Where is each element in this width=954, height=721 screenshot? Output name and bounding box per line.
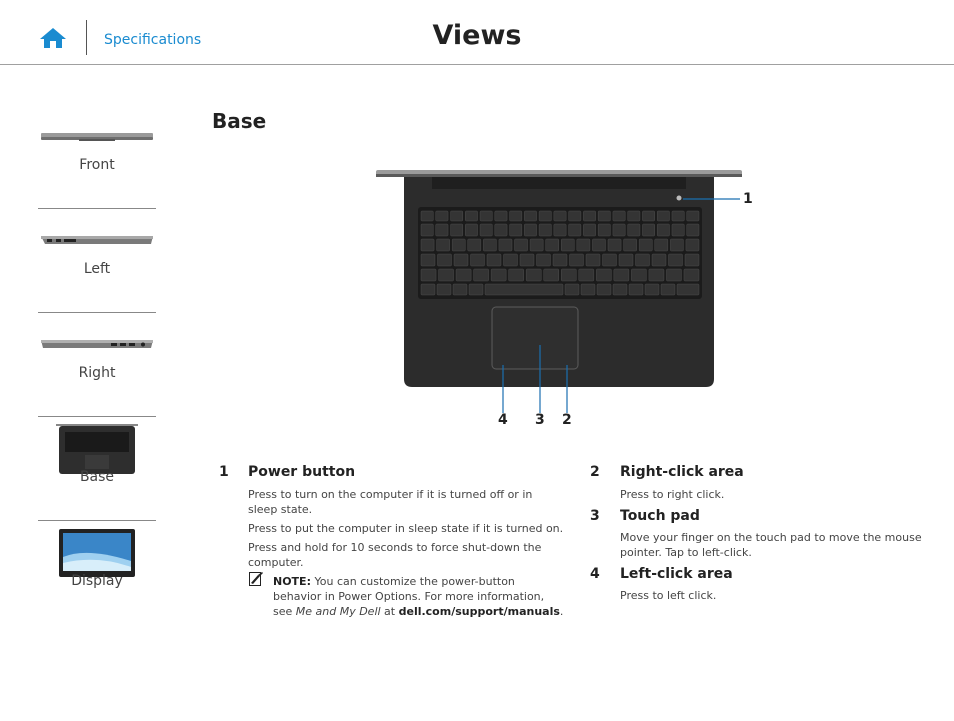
nav-label: Base: [79, 469, 115, 485]
item-text: computer.: [248, 556, 304, 569]
keyboard-key: [569, 211, 581, 221]
keyboard-key: [629, 284, 643, 295]
note-line: behavior in Power Options. For more information,: [273, 590, 545, 603]
page-title: Views: [432, 20, 522, 51]
left-view-thumbnail: [38, 209, 156, 269]
note-line: [273, 574, 515, 589]
keyboard-key: [483, 239, 496, 251]
keyboard-key: [537, 254, 551, 266]
item-text: Press to right click.: [620, 488, 725, 501]
keyboard-key: [510, 224, 522, 236]
section-title: Base: [212, 109, 267, 133]
nav-item-left[interactable]: [38, 209, 156, 313]
callout-number: 4: [498, 412, 508, 428]
note-icon: [249, 571, 264, 590]
nav-label: Front: [79, 157, 115, 173]
keyboard-key: [642, 211, 654, 221]
keyboard-key: [669, 254, 683, 266]
keyboard-key: [544, 269, 559, 281]
keyboard-key: [487, 254, 501, 266]
keyboard-key: [485, 284, 563, 295]
keyboard-key: [421, 224, 433, 236]
item-text: sleep state.: [248, 503, 313, 516]
keyboard-key: [453, 284, 467, 295]
keyboard-key: [569, 224, 581, 236]
keyboard-key: [561, 239, 574, 251]
keyboard-key: [439, 269, 454, 281]
keyboard-key: [642, 224, 654, 236]
keyboard-key: [685, 254, 699, 266]
keyboard-key: [677, 284, 699, 295]
item-title: Power button: [248, 464, 356, 480]
keyboard-key: [437, 284, 451, 295]
note-text: see: [273, 605, 296, 618]
keyboard-key: [666, 269, 681, 281]
keyboard-key: [421, 211, 433, 221]
keyboard-key: [613, 224, 625, 236]
keyboard-key: [655, 239, 668, 251]
keyboard-key: [598, 211, 610, 221]
keyboard-key: [539, 224, 551, 236]
keyboard-key: [570, 254, 584, 266]
item-title: Right-click area: [620, 464, 744, 480]
keyboard-key: [530, 239, 543, 251]
front-view-thumbnail: [38, 105, 156, 165]
keyboard-key: [581, 284, 595, 295]
keyboard-key: [438, 254, 452, 266]
keyboard-key: [495, 224, 507, 236]
item-text: Press to turn on the computer if it is turned off or in: [248, 488, 533, 501]
keyboard-key: [491, 269, 506, 281]
note-line: [273, 604, 563, 619]
keyboard-key: [474, 269, 489, 281]
header: [0, 0, 954, 65]
keyboard-key: [579, 269, 594, 281]
keyboard-key: [636, 254, 650, 266]
keyboard-key: [451, 211, 463, 221]
nav-label: Left: [83, 261, 111, 277]
keyboard-key: [613, 211, 625, 221]
keyboard-key: [603, 254, 617, 266]
nav-item-base[interactable]: [38, 417, 156, 521]
nav-label: Right: [78, 365, 116, 381]
keyboard-key: [465, 224, 477, 236]
keyboard-key: [554, 224, 566, 236]
keyboard-key: [437, 239, 450, 251]
keyboard-key: [509, 269, 524, 281]
item-text: Press to put the computer in sleep state if it is turned on.: [248, 522, 564, 535]
keyboard-key: [480, 211, 492, 221]
keyboard-key: [652, 254, 666, 266]
side-nav: [38, 105, 156, 625]
keyboard-key: [421, 284, 435, 295]
keyboard-key: [631, 269, 646, 281]
callout-number: 2: [562, 412, 572, 428]
item-title: Touch pad: [620, 508, 700, 524]
note-label: NOTE:: [273, 575, 311, 588]
item-text: Press to left click.: [620, 589, 717, 602]
keyboard-key: [546, 239, 559, 251]
keyboard-key: [686, 239, 699, 251]
keyboard-key: [639, 239, 652, 251]
display-view-thumbnail: [38, 527, 156, 579]
keyboard-key: [583, 224, 595, 236]
callout-number: 3: [535, 412, 545, 428]
note-italic-text: Me and My Dell: [295, 605, 381, 618]
item-number: 4: [590, 566, 600, 582]
keyboard-key: [421, 254, 435, 266]
keyboard-key: [520, 254, 534, 266]
keyboard-key: [657, 224, 669, 236]
keyboard-key: [454, 254, 468, 266]
note-text: You can customize the power-button: [310, 575, 515, 588]
keyboard-key: [524, 224, 536, 236]
keyboard-key: [526, 269, 541, 281]
item-text: Move your finger on the touch pad to move the mouse: [620, 531, 922, 544]
keyboard-key: [561, 269, 576, 281]
keyboard-key: [499, 239, 512, 251]
keyboard-key: [421, 239, 434, 251]
keyboard-key: [436, 224, 448, 236]
keyboard-key: [456, 269, 471, 281]
keyboard-key: [608, 239, 621, 251]
keyboard-key: [687, 224, 699, 236]
keyboard-key: [469, 284, 483, 295]
keyboard-key: [452, 239, 465, 251]
keyboard-key: [465, 211, 477, 221]
keyboard-key: [596, 269, 611, 281]
support-link[interactable]: dell.com/support/manuals: [398, 605, 560, 618]
note-text: .: [559, 605, 564, 618]
keyboard-key: [577, 239, 590, 251]
keyboard-key: [645, 284, 659, 295]
callout-number: 1: [743, 191, 753, 207]
keyboard-key: [661, 284, 675, 295]
nav-item-display[interactable]: [38, 521, 156, 625]
item-text: Press and hold for 10 seconds to force shut-down the: [248, 541, 542, 554]
right-view-thumbnail: [38, 313, 156, 373]
item-number: 3: [590, 508, 600, 524]
keyboard-key: [597, 284, 611, 295]
keyboard-key: [614, 269, 629, 281]
keyboard-key: [480, 224, 492, 236]
keyboard-key: [672, 211, 684, 221]
keyboard-key: [613, 284, 627, 295]
keyboard-key: [471, 254, 485, 266]
keyboard-key: [421, 269, 436, 281]
keyboard-key: [592, 239, 605, 251]
item-text: pointer. Tap to left-click.: [620, 546, 752, 559]
keyboard-key: [619, 254, 633, 266]
keyboard-key: [554, 211, 566, 221]
keyboard-key: [436, 211, 448, 221]
base-view-thumbnail: [38, 423, 156, 475]
keyboard-key: [628, 224, 640, 236]
keyboard-key: [539, 211, 551, 221]
keyboard-key: [524, 211, 536, 221]
keyboard-key: [553, 254, 567, 266]
keyboard-key: [670, 239, 683, 251]
breadcrumb-specifications-link[interactable]: Specifications: [104, 32, 202, 48]
keyboard-key: [687, 211, 699, 221]
nav-label: Display: [71, 573, 123, 589]
keyboard-key: [586, 254, 600, 266]
keyboard-key: [684, 269, 699, 281]
keyboard-key: [515, 239, 528, 251]
laptop-base-illustration: [370, 165, 770, 435]
nav-item-right[interactable]: [38, 313, 156, 417]
keyboard-key: [504, 254, 518, 266]
keyboard-key: [628, 211, 640, 221]
keyboard-key: [495, 211, 507, 221]
note-text: at: [380, 605, 399, 618]
keyboard-key: [583, 211, 595, 221]
keyboard-key: [565, 284, 579, 295]
item-title: Left-click area: [620, 566, 733, 582]
item-number: 1: [219, 464, 229, 480]
keyboard-key: [598, 224, 610, 236]
keyboard-key: [468, 239, 481, 251]
keyboard-key: [510, 211, 522, 221]
nav-item-front[interactable]: [38, 105, 156, 209]
keyboard-key: [657, 211, 669, 221]
keyboard-key: [624, 239, 637, 251]
item-number: 2: [590, 464, 600, 480]
keyboard-key: [649, 269, 664, 281]
keyboard-key: [672, 224, 684, 236]
keyboard-key: [451, 224, 463, 236]
